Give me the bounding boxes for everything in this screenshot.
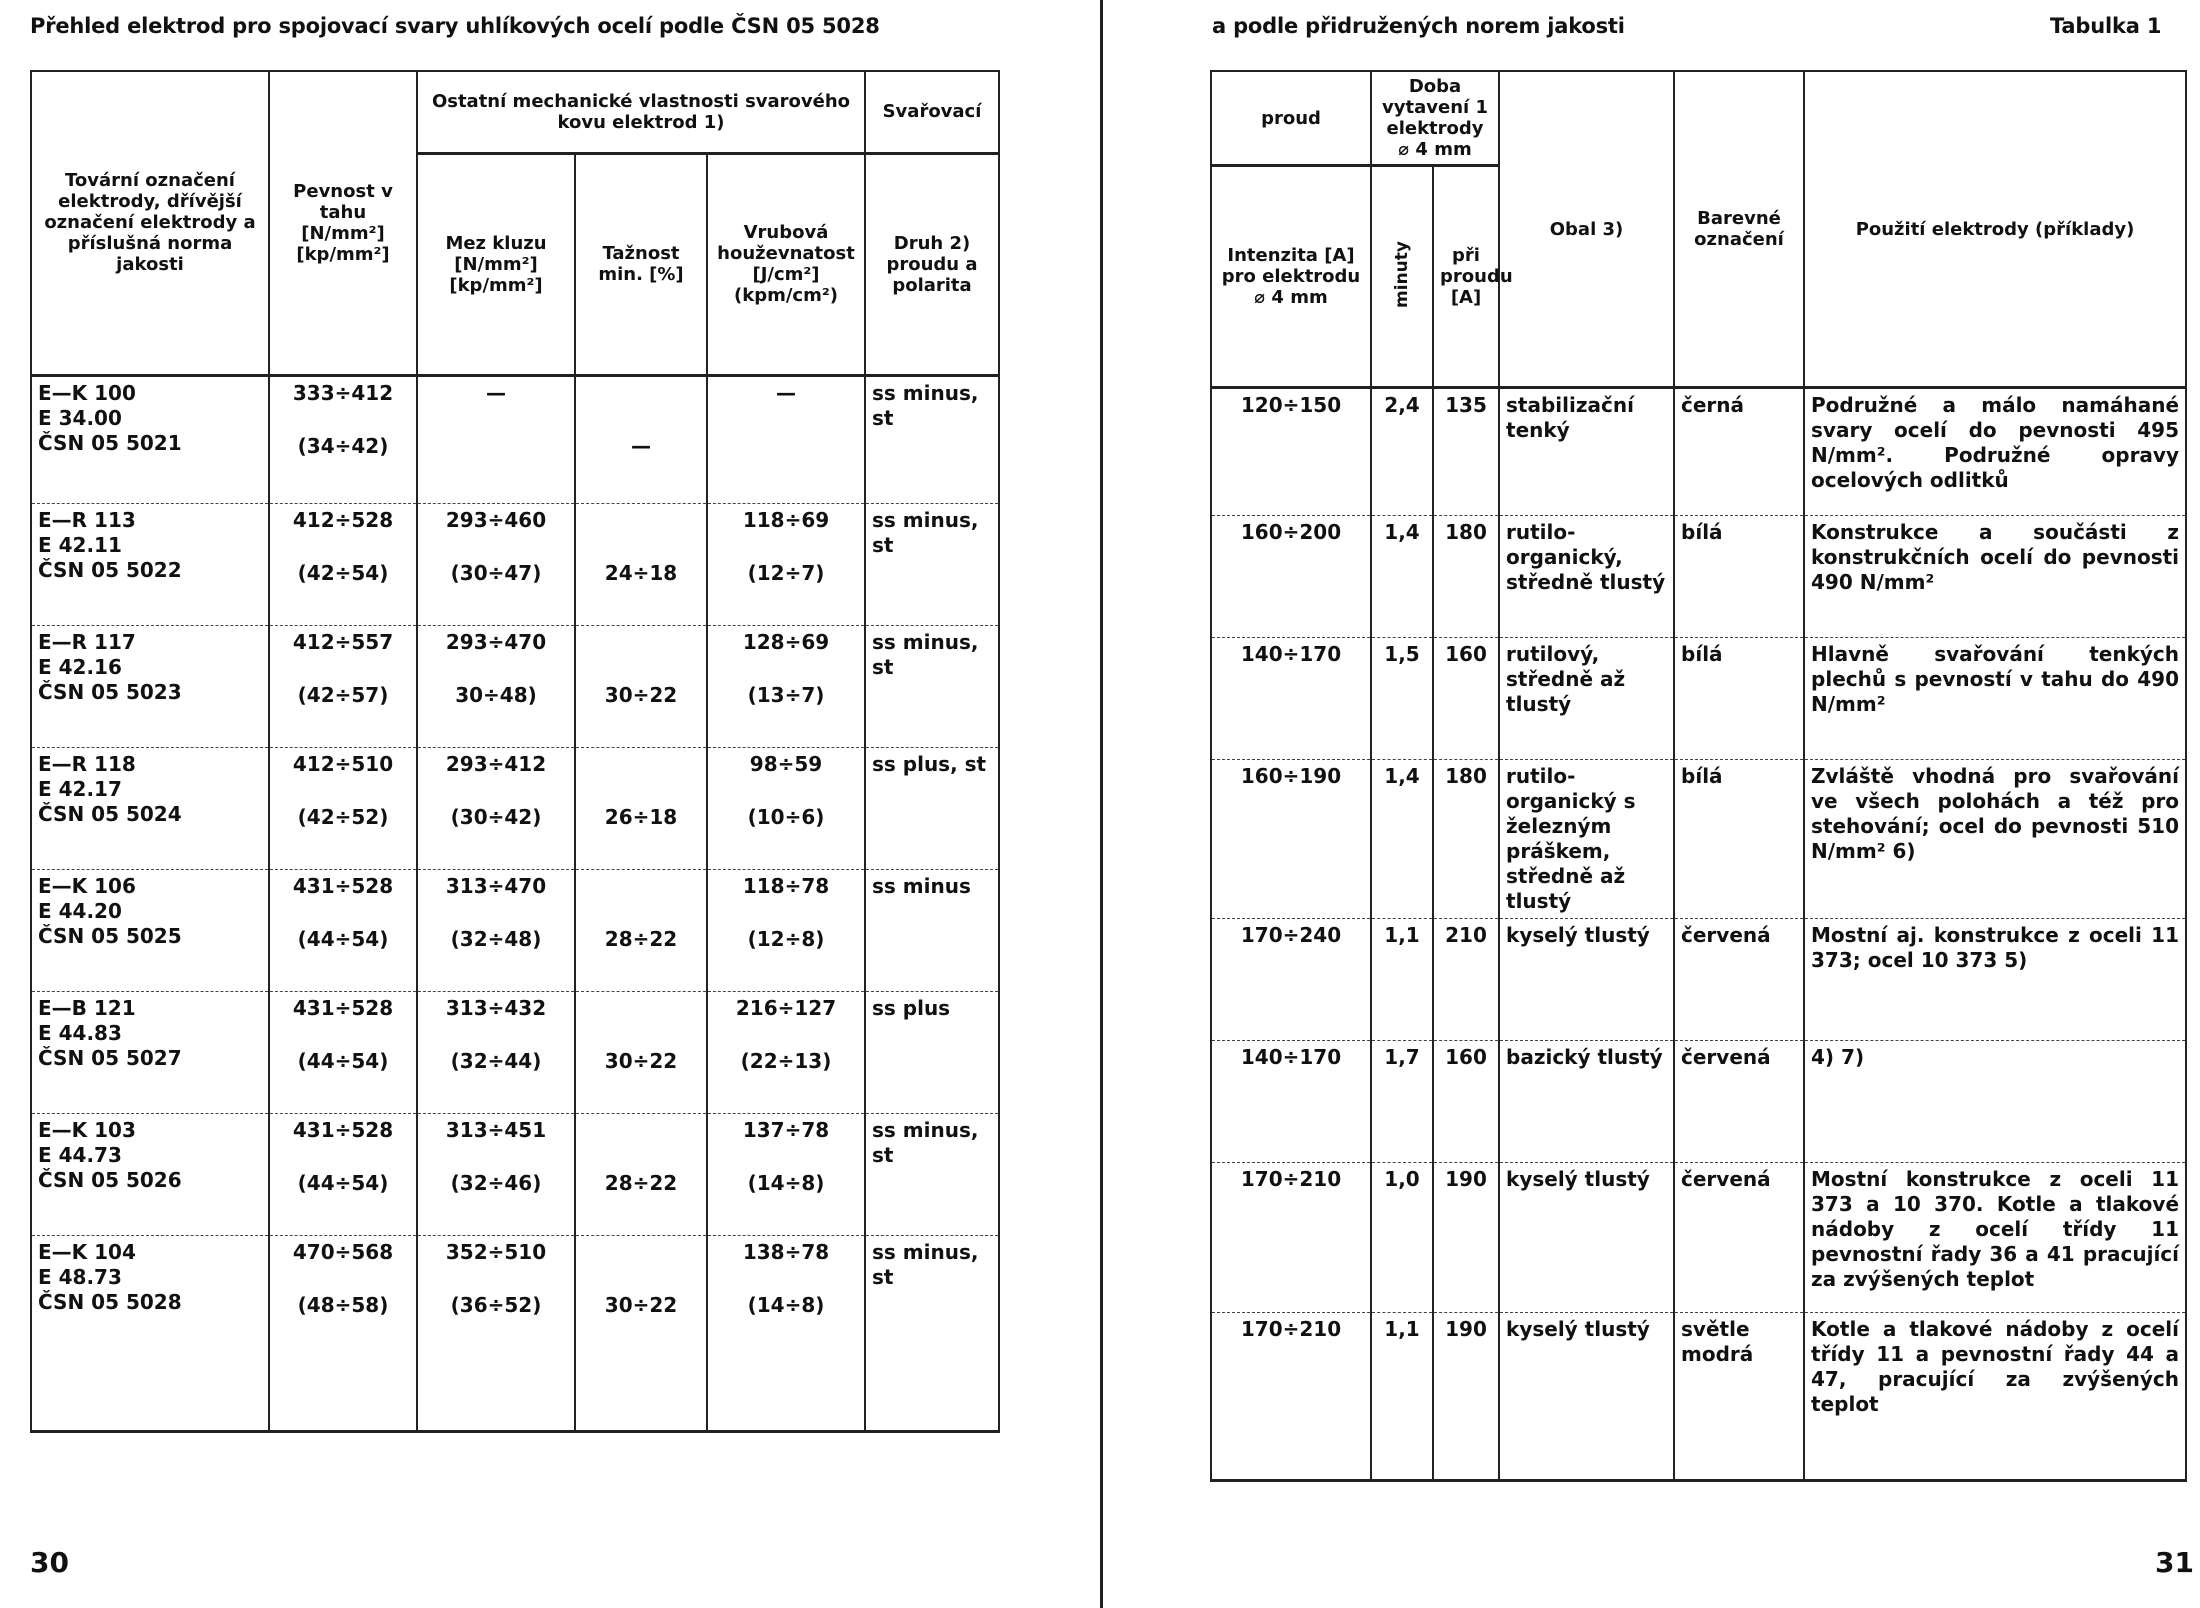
cell-usage: Mostní konstrukce z oceli 11 373 a 10 370. Kotle a tlakové nádoby z ocelí třídy 11 pevnostní řady 36 a 41 pracující za zvýšených teplot [1804,1163,2186,1313]
cell-elongation [575,625,707,747]
yield-si: 313÷470 [445,873,547,898]
impact-kp: (22÷13) [740,1048,832,1073]
impact-si: — [776,380,796,405]
yield-si: — [486,380,506,405]
cell-usage: Hlavně svařování tenkých plechů s pevností v tahu do 490 N/mm² [1804,638,2186,760]
left-table-row [31,869,999,991]
left-table [30,70,1000,1433]
cell-color: červená [1674,1163,1804,1313]
tensile-si: 412÷528 [292,507,394,532]
yield-kp: (30÷47) [450,560,542,585]
cell-color: bílá [1674,638,1804,760]
cell-current: ss minus, st [865,375,999,503]
cell-yield [417,1113,575,1235]
cell-at-current: 190 [1433,1313,1499,1481]
header-group-mechanical: Ostatní mechanické vlastnosti svarového kovu elektrod 1) [417,71,865,153]
header-current: Druh 2) proudu a polarita [865,153,999,375]
tensile-si: 412÷510 [292,751,394,776]
tensile-si: 431÷528 [292,995,394,1020]
cell-designation [31,1235,269,1431]
cell-elongation [575,375,707,503]
yield-si: 352÷510 [445,1239,547,1264]
elongation-value: 30÷22 [604,1048,678,1073]
left-table-row [31,375,999,503]
designation-line: E 44.83 [38,1020,122,1045]
cell-impact [707,1235,865,1431]
designation-line: E 44.73 [38,1142,122,1167]
header-tensile: Pevnost v tahu [N/mm²] [kp/mm²] [269,71,417,375]
elongation-value: — [631,433,651,458]
tensile-kp: (42÷52) [297,804,389,829]
left-table-row [31,625,999,747]
elongation-value: 28÷22 [604,1170,678,1195]
cell-intensity: 170÷210 [1211,1163,1371,1313]
right-table-row [1211,388,2186,516]
header-minutes-cell [1371,166,1433,388]
left-table-row [31,991,999,1113]
tensile-kp: (42÷57) [297,682,389,707]
cell-designation [31,869,269,991]
elongation-value: 26÷18 [604,804,678,829]
right-heading: a podle přidružených norem jakosti [1212,14,1625,38]
tensile-si: 470÷568 [292,1239,394,1264]
designation-line: ČSN 05 5024 [38,801,182,826]
cell-elongation [575,1113,707,1235]
right-table-row [1211,1041,2186,1163]
header-intensity: Intenzita [A] pro elektrodu ⌀ 4 mm [1211,166,1371,388]
left-table-row [31,1235,999,1431]
designation-line: E—R 118 [38,751,136,776]
cell-coating: stabilizační tenký [1499,388,1674,516]
cell-designation [31,747,269,869]
cell-usage: 4) 7) [1804,1041,2186,1163]
cell-intensity: 170÷240 [1211,919,1371,1041]
right-table-row [1211,919,2186,1041]
cell-minutes: 1,1 [1371,919,1433,1041]
cell-coating: rutilo-organický s železným práškem, středně až tlustý [1499,760,1674,919]
header-elongation: Tažnost min. [%] [575,153,707,375]
designation-line: E—K 104 [38,1239,136,1264]
designation-line: E 34.00 [38,405,122,430]
elongation-value: 30÷22 [604,682,678,707]
designation-line: ČSN 05 5026 [38,1167,182,1192]
yield-si: 313÷432 [445,995,547,1020]
cell-impact [707,869,865,991]
cell-coating: bazický tlustý [1499,1041,1674,1163]
cell-current: ss plus, st [865,747,999,869]
cell-at-current: 190 [1433,1163,1499,1313]
impact-si: 138÷78 [742,1239,830,1264]
cell-yield [417,869,575,991]
impact-kp: (10÷6) [747,804,825,829]
cell-intensity: 170÷210 [1211,1313,1371,1481]
yield-kp: (30÷42) [450,804,542,829]
yield-si: 313÷451 [445,1117,547,1142]
designation-line: ČSN 05 5021 [38,430,182,455]
cell-yield [417,1235,575,1431]
cell-tensile [269,503,417,625]
cell-color: světle modrá [1674,1313,1804,1481]
cell-current: ss minus, st [865,625,999,747]
cell-minutes: 1,1 [1371,1313,1433,1481]
designation-line: E 42.17 [38,776,122,801]
designation-line: E 42.11 [38,532,122,557]
impact-kp: (12÷8) [747,926,825,951]
impact-si: 98÷59 [749,751,823,776]
tensile-kp: (42÷54) [297,560,389,585]
cell-intensity: 120÷150 [1211,388,1371,516]
right-table-row [1211,516,2186,638]
cell-designation [31,1113,269,1235]
cell-intensity: 160÷190 [1211,760,1371,919]
designation-line: E—K 100 [38,380,136,405]
tensile-si: 431÷528 [292,1117,394,1142]
cell-usage: Kotle a tlakové nádoby z ocelí třídy 11 a pevnostní řady 44 a 47, pracující za zvýšených teplot [1804,1313,2186,1481]
right-table [1210,70,2187,1482]
cell-coating: rutilo-organický, středně tlustý [1499,516,1674,638]
cell-at-current: 135 [1433,388,1499,516]
cell-intensity: 140÷170 [1211,1041,1371,1163]
header-impact: Vrubová houževnatost [J/cm²] (kpm/cm²) [707,153,865,375]
left-heading: Přehled elektrod pro spojovací svary uhlíkových ocelí podle ČSN 05 5028 [30,14,880,38]
yield-kp: 30÷48) [455,682,537,707]
left-page-number: 30 [30,1546,69,1579]
impact-si: 128÷69 [742,629,830,654]
cell-usage: Konstrukce a součásti z konstrukčních ocelí do pevnosti 490 N/mm² [1804,516,2186,638]
right-table-row [1211,760,2186,919]
impact-kp: (14÷8) [747,1170,825,1195]
designation-line: E 48.73 [38,1264,122,1289]
cell-color: červená [1674,919,1804,1041]
cell-coating: rutilový, středně až tlustý [1499,638,1674,760]
cell-current: ss minus, st [865,1113,999,1235]
right-table-row [1211,638,2186,760]
cell-usage: Zvláště vhodná pro svařování ve všech polohách a též pro stehování; ocel do pevnosti 510 N/mm² 6) [1804,760,2186,919]
yield-kp: (32÷44) [450,1048,542,1073]
header-at-current: při proudu [A] [1433,166,1499,388]
cell-impact [707,747,865,869]
left-table-row [31,747,999,869]
cell-minutes: 2,4 [1371,388,1433,516]
header-usage: Použití elektrody (příklady) [1804,71,2186,388]
cell-elongation [575,747,707,869]
tensile-kp: (44÷54) [297,1048,389,1073]
header-group-welding: Svařovací [865,71,999,153]
cell-at-current: 210 [1433,919,1499,1041]
impact-kp: (13÷7) [747,682,825,707]
designation-line: E 44.20 [38,898,122,923]
designation-line: E—R 113 [38,507,136,532]
yield-kp: (36÷52) [450,1292,542,1317]
impact-kp: (14÷8) [747,1292,825,1317]
cell-yield [417,375,575,503]
tensile-kp: (44÷54) [297,1170,389,1195]
right-page [1100,0,2200,1608]
cell-yield [417,747,575,869]
cell-tensile [269,625,417,747]
header-yield: Mez kluzu [N/mm²] [kp/mm²] [417,153,575,375]
left-table-row [31,1113,999,1235]
designation-line: E 42.16 [38,654,122,679]
cell-tensile [269,1235,417,1431]
header-designation: Tovární označení elektrody, dřívější označení elektrody a příslušná norma jakosti [31,71,269,375]
designation-line: ČSN 05 5022 [38,557,182,582]
cell-tensile [269,747,417,869]
cell-elongation [575,991,707,1113]
cell-coating: kyselý tlustý [1499,919,1674,1041]
cell-color: červená [1674,1041,1804,1163]
right-page-number: 31 [2155,1546,2194,1579]
elongation-value: 28÷22 [604,926,678,951]
cell-minutes: 1,0 [1371,1163,1433,1313]
table-label: Tabulka 1 [2050,14,2162,38]
cell-yield [417,991,575,1113]
cell-minutes: 1,4 [1371,760,1433,919]
cell-yield [417,625,575,747]
tensile-kp: (34÷42) [297,433,389,458]
cell-usage: Mostní aj. konstrukce z oceli 11 373; ocel 10 373 5) [1804,919,2186,1041]
tensile-si: 333÷412 [292,380,394,405]
cell-coating: kyselý tlustý [1499,1313,1674,1481]
impact-si: 118÷78 [742,873,830,898]
yield-kp: (32÷48) [450,926,542,951]
cell-coating: kyselý tlustý [1499,1163,1674,1313]
cell-minutes: 1,5 [1371,638,1433,760]
yield-si: 293÷470 [445,629,547,654]
cell-current: ss minus [865,869,999,991]
header-minutes: minuty [1391,240,1412,308]
cell-current: ss minus, st [865,1235,999,1431]
cell-elongation [575,869,707,991]
cell-impact [707,375,865,503]
cell-usage: Podružné a málo namáhané svary ocelí do pevnosti 495 N/mm². Podružné opravy ocelových odlitků [1804,388,2186,516]
left-table-row [31,503,999,625]
yield-si: 293÷412 [445,751,547,776]
yield-kp: (32÷46) [450,1170,542,1195]
cell-color: bílá [1674,516,1804,638]
impact-si: 216÷127 [735,995,837,1020]
cell-tensile [269,375,417,503]
cell-minutes: 1,7 [1371,1041,1433,1163]
cell-impact [707,625,865,747]
right-table-row [1211,1163,2186,1313]
right-table-row [1211,1313,2186,1481]
cell-tensile [269,869,417,991]
designation-line: ČSN 05 5025 [38,923,182,948]
cell-yield [417,503,575,625]
cell-minutes: 1,4 [1371,516,1433,638]
cell-designation [31,375,269,503]
cell-elongation [575,503,707,625]
cell-at-current: 160 [1433,638,1499,760]
elongation-value: 24÷18 [604,560,678,585]
yield-si: 293÷460 [445,507,547,532]
header-coating: Obal 3) [1499,71,1674,388]
cell-tensile [269,1113,417,1235]
tensile-si: 431÷528 [292,873,394,898]
cell-color: bílá [1674,760,1804,919]
cell-designation [31,503,269,625]
designation-line: E—R 117 [38,629,136,654]
cell-impact [707,503,865,625]
elongation-value: 30÷22 [604,1292,678,1317]
cell-at-current: 180 [1433,516,1499,638]
cell-current: ss minus, st [865,503,999,625]
designation-line: E—B 121 [38,995,136,1020]
header-color: Barevné označení [1674,71,1804,388]
cell-intensity: 160÷200 [1211,516,1371,638]
impact-kp: (12÷7) [747,560,825,585]
cell-intensity: 140÷170 [1211,638,1371,760]
impact-si: 118÷69 [742,507,830,532]
tensile-kp: (48÷58) [297,1292,389,1317]
cell-at-current: 180 [1433,760,1499,919]
cell-elongation [575,1235,707,1431]
header-current-group: proud [1211,71,1371,166]
header-melting-group: Doba vytavení 1 elektrody ⌀ 4 mm [1371,71,1499,166]
cell-impact [707,1113,865,1235]
designation-line: ČSN 05 5027 [38,1045,182,1070]
tensile-si: 412÷557 [292,629,394,654]
designation-line: E—K 103 [38,1117,136,1142]
cell-color: černá [1674,388,1804,516]
cell-tensile [269,991,417,1113]
cell-impact [707,991,865,1113]
designation-line: E—K 106 [38,873,136,898]
impact-si: 137÷78 [742,1117,830,1142]
designation-line: ČSN 05 5028 [38,1289,182,1314]
cell-designation [31,991,269,1113]
cell-at-current: 160 [1433,1041,1499,1163]
designation-line: ČSN 05 5023 [38,679,182,704]
tensile-kp: (44÷54) [297,926,389,951]
cell-designation [31,625,269,747]
cell-current: ss plus [865,991,999,1113]
